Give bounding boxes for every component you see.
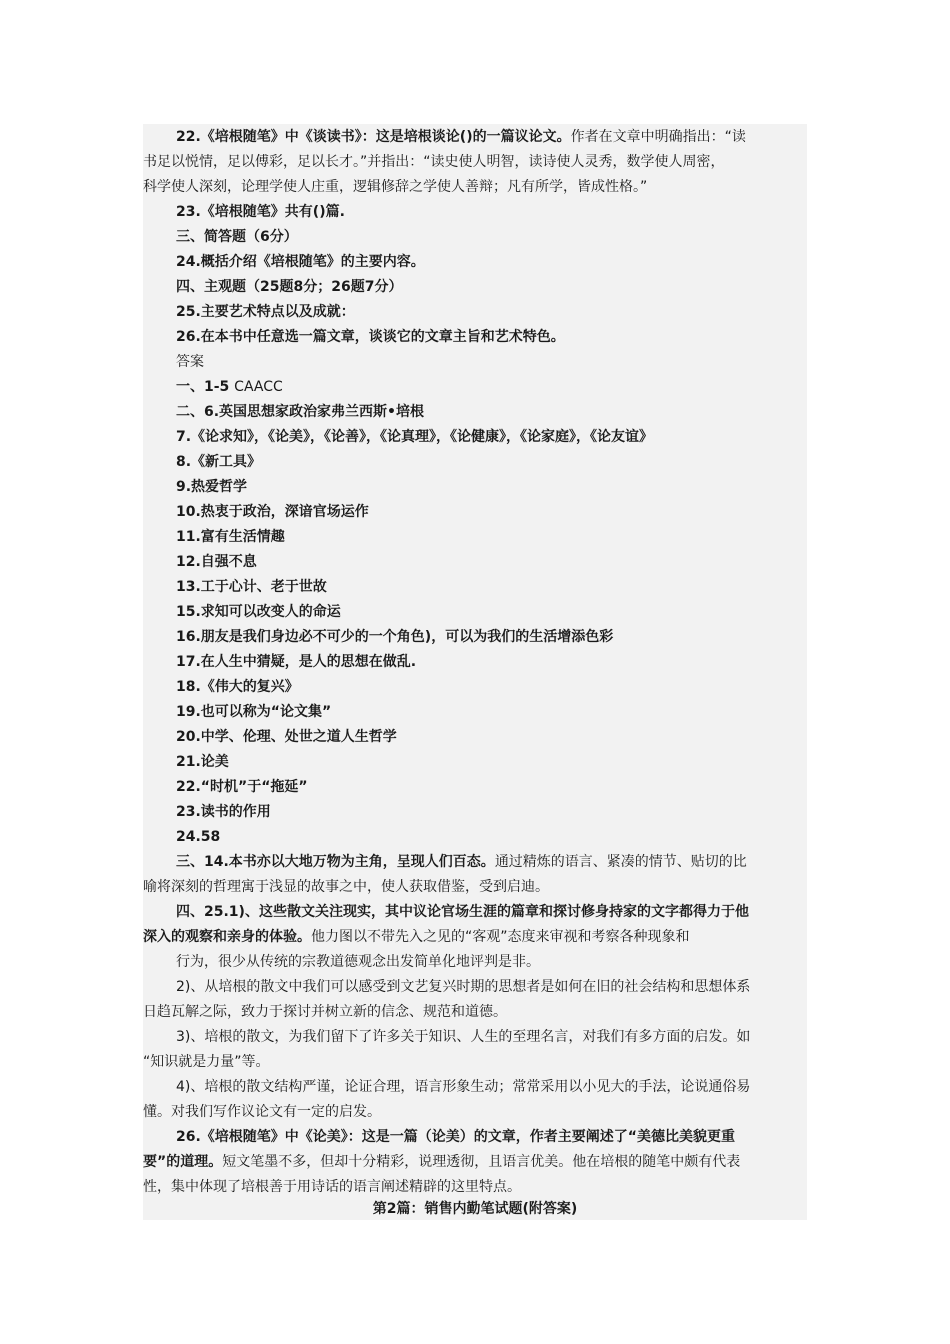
answer-line: 15.求知可以改变人的命运 — [176, 604, 341, 620]
answer-line: 喻将深刻的哲理寓于浅显的故事之中，使人获取借鉴，受到启迪。 — [143, 879, 549, 895]
text-line: 24.概括介绍《培根随笔》的主要内容。 — [176, 254, 425, 270]
text-line: 25.主要艺术特点以及成就： — [176, 304, 355, 320]
answer-line: 懂。对我们写作议论文有一定的启发。 — [143, 1104, 381, 1120]
answer-line: 23.读书的作用 — [176, 804, 271, 820]
text-line: 22.《培根随笔》中《谈读书》：这是培根谈论()的一篇议论文。作者在文章中明确指出：“读 — [176, 129, 746, 145]
answer-line: 性，集中体现了培根善于用诗话的语言阐述精辟的这里特点。 — [143, 1179, 521, 1195]
answer-line: “知识就是力量”等。 — [143, 1054, 270, 1070]
text-line: 26.在本书中任意选一篇文章，谈谈它的文章主旨和艺术特色。 — [176, 329, 565, 345]
answer-line: 四、25.1)、这些散文关注现实，其中议论官场生涯的篇章和探讨修身持家的文字都得力于他 — [176, 904, 749, 920]
section-heading: 三、简答题（6分） — [176, 229, 298, 245]
document-page — [143, 124, 807, 1220]
answer-line: 二、6.英国思想家政治家弗兰西斯•培根 — [176, 404, 425, 420]
answer-line: 8.《新工具》 — [176, 454, 262, 470]
answer-line: 24.58 — [176, 829, 221, 845]
answer-line: 18.《伟大的复兴》 — [176, 679, 299, 695]
answer-line: 19.也可以称为“论文集” — [176, 704, 332, 720]
section-heading: 四、主观题（25题8分；26题7分） — [176, 279, 403, 295]
answer-line: 22.“时机”于“拖延” — [176, 779, 308, 795]
answer-line: 2)、从培根的散文中我们可以感受到文艺复兴时期的思想者是如何在旧的社会结构和思想体系 — [176, 979, 751, 995]
answer-line: 13.工于心计、老于世故 — [176, 579, 327, 595]
text-line: 科学使人深刻，论理学使人庄重，逻辑修辞之学使人善辩；凡有所学，皆成性格。” — [143, 179, 648, 195]
answer-line: 3)、培根的散文，为我们留下了许多关于知识、人生的至理名言，对我们有多方面的启发。如 — [176, 1029, 751, 1045]
answer-line: 26.《培根随笔》中《论美》：这是一篇（论美）的文章，作者主要阐述了“美德比美貌更重 — [176, 1129, 735, 1145]
answer-line: 17.在人生中猜疑，是人的思想在做乱. — [176, 654, 417, 670]
answer-line: 7.《论求知》，《论美》，《论善》，《论真理》，《论健康》，《论家庭》，《论友谊》 — [176, 429, 654, 445]
answer-line: 21.论美 — [176, 754, 229, 770]
answer-line: 12.自强不息 — [176, 554, 257, 570]
text-line: 23.《培根随笔》共有()篇. — [176, 204, 345, 220]
next-section-title: 第2篇：销售内勤笔试题(附答案) — [372, 1201, 578, 1217]
answer-line: 深入的观察和亲身的体验。他力图以不带先入之见的“客观”态度来审视和考察各种现象和 — [143, 929, 690, 945]
answer-line: 三、14.本书亦以大地万物为主角，呈现人们百态。通过精炼的语言、紧凑的情节、贴切的比 — [176, 854, 747, 870]
answer-line: 11.富有生活情趣 — [176, 529, 285, 545]
answer-line: 4)、培根的散文结构严谨，论证合理，语言形象生动；常常采用以小见大的手法，论说通俗易 — [176, 1079, 751, 1095]
answer-heading: 答案 — [176, 354, 204, 370]
answer-line: 10.热衷于政治，深谙官场运作 — [176, 504, 369, 520]
answer-line: 16.朋友是我们身边必不可少的一个角色)，可以为我们的生活增添色彩 — [176, 629, 614, 645]
answer-line: 9.热爱哲学 — [176, 479, 248, 495]
answer-line: 日趋瓦解之际，致力于探讨并树立新的信念、规范和道德。 — [143, 1004, 507, 1020]
answer-line: 20.中学、伦理、处世之道人生哲学 — [176, 729, 397, 745]
text-line: 书足以悦情，足以傅彩，足以长才。”并指出：“读史使人明智，读诗使人灵秀，数学使人周密， — [143, 154, 725, 170]
answer-line: 一、1-5 CAACC — [176, 379, 283, 395]
answer-line: 要”的道理。短文笔墨不多，但却十分精彩，说理透彻，且语言优美。他在培根的随笔中颇有代表 — [143, 1154, 741, 1170]
answer-line: 行为，很少从传统的宗教道德观念出发简单化地评判是非。 — [176, 954, 540, 970]
